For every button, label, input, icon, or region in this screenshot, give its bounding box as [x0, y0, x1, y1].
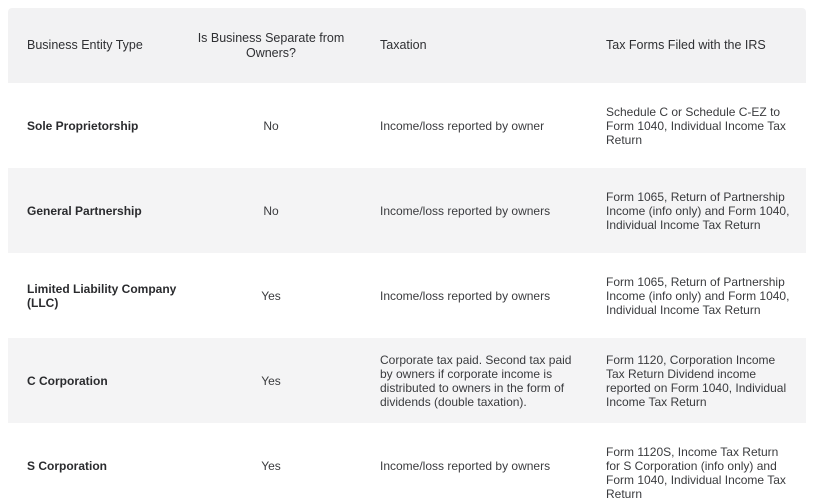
tax-forms-cell: Form 1120, Corporation Income Tax Return Dividend income reported on Form 1040, Individual Income Tax Return [606, 352, 787, 409]
header-business-entity-type: Business Entity Type [27, 38, 143, 53]
separate-cell: Yes [261, 288, 281, 303]
table-row [8, 338, 806, 423]
header-taxation: Taxation [380, 38, 427, 53]
separate-cell: No [263, 203, 279, 218]
tax-forms-cell: Form 1065, Return of Partnership Income (info only) and Form 1040, Individual Income Tax Return [606, 189, 790, 232]
tax-forms-cell: Form 1065, Return of Partnership Income (info only) and Form 1040, Individual Income Tax Return [606, 274, 790, 317]
table-row [8, 423, 806, 501]
separate-cell: Yes [261, 373, 281, 388]
separate-cell: No [263, 118, 279, 133]
taxation-cell: Income/loss reported by owners [380, 459, 551, 473]
table-row [8, 168, 806, 253]
entity-type-cell: Limited Liability Company (LLC) [27, 281, 177, 310]
table-row [8, 253, 806, 338]
entity-type-cell: General Partnership [27, 203, 142, 218]
taxation-cell: Income/loss reported by owners [380, 203, 551, 218]
table-row [8, 83, 806, 168]
separate-cell: Yes [261, 459, 281, 473]
entity-type-cell: S Corporation [27, 459, 107, 473]
business-entity-tax-table [8, 8, 806, 501]
header-is-business-separate: Is Business Separate from Owners? [197, 31, 345, 60]
table-header-row [8, 8, 806, 83]
tax-forms-cell: Form 1120S, Income Tax Return for S Corporation (info only) and Form 1040, Individual Income Tax Return [606, 445, 786, 501]
tax-forms-cell: Schedule C or Schedule C-EZ to Form 1040, Individual Income Tax Return [606, 104, 786, 147]
entity-type-cell: Sole Proprietorship [27, 118, 139, 133]
header-tax-forms: Tax Forms Filed with the IRS [606, 38, 766, 53]
taxation-cell: Income/loss reported by owner [380, 118, 545, 133]
taxation-cell: Income/loss reported by owners [380, 288, 551, 303]
taxation-cell: Corporate tax paid. Second tax paid by owners if corporate income is distributed to owners in the form of dividends (double taxation). [380, 352, 572, 409]
entity-type-cell: C Corporation [27, 373, 108, 388]
